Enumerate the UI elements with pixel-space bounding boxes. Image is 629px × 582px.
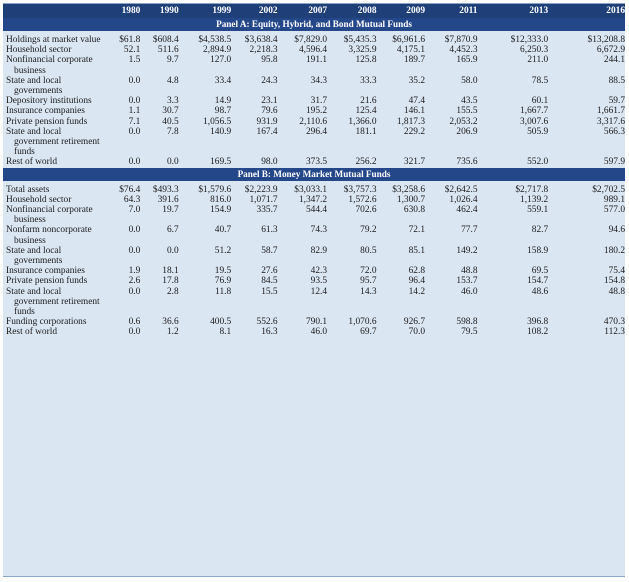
value-cell: 1,366.0 [348, 116, 377, 127]
value-cell: $12,333.0 [510, 35, 549, 45]
row-label: Nonfinancial corporate business [6, 55, 93, 76]
value-cell: 23.1 [261, 96, 278, 107]
value-cell: 4,452.3 [449, 45, 478, 56]
value-cell: 33.4 [214, 75, 232, 86]
value-cell: $2,717.8 [515, 184, 549, 195]
value-cell: 48.6 [531, 286, 549, 297]
value-cell: 96.4 [408, 276, 425, 287]
value-cell: 85.1 [408, 245, 425, 256]
table-row [3, 117, 625, 127]
value-cell: 78.5 [531, 75, 549, 86]
value-cell: 84.5 [261, 276, 278, 287]
value-cell: 75.4 [608, 266, 625, 277]
value-cell: 0.6 [128, 317, 141, 328]
value-cell: 6,250.3 [520, 45, 549, 56]
value-cell: $2,702.5 [592, 184, 625, 195]
value-cell: $608.4 [152, 35, 179, 45]
year-header-cell: 1990 [140, 4, 178, 18]
value-cell: 544.4 [305, 205, 328, 216]
value-cell: 2.8 [166, 286, 179, 297]
value-cell: 3,317.6 [596, 116, 625, 127]
value-cell: 6.7 [166, 225, 179, 236]
value-cell: 4,596.4 [298, 45, 328, 56]
year-header-cell: 2008 [327, 4, 376, 18]
value-cell: 0.0 [128, 96, 141, 107]
value-cell: $1,579.6 [198, 184, 232, 195]
row-label: Insurance companies [6, 266, 85, 277]
value-cell: 206.9 [456, 126, 478, 137]
panel-title: Panel A: Equity, Hybrid, and Bond Mutual Funds [3, 18, 625, 31]
value-cell: 15.5 [261, 286, 278, 297]
value-cell: 30.7 [162, 106, 179, 117]
table-row [3, 317, 625, 327]
value-cell: 48.8 [608, 286, 625, 297]
table-row [3, 195, 625, 205]
value-cell: $2,642.5 [444, 184, 478, 195]
value-cell: 69.7 [360, 327, 377, 338]
value-cell: 82.9 [310, 245, 328, 256]
value-cell: 94.6 [608, 225, 625, 236]
value-cell: 229.2 [403, 126, 425, 137]
table-body [3, 4, 625, 338]
value-cell: 17.8 [162, 276, 179, 287]
row-label: State and local government retirement funds [6, 286, 100, 318]
value-cell: 816.0 [210, 194, 232, 205]
row-label: State and local governments [6, 245, 63, 267]
value-cell: 27.6 [261, 266, 278, 277]
value-cell: 31.7 [310, 96, 328, 107]
year-header-cell: 2002 [231, 4, 277, 18]
value-cell: 3,007.6 [520, 116, 549, 127]
row-label: Depository institutions [6, 96, 92, 107]
value-cell: $6,961.6 [392, 35, 425, 45]
value-cell: $4,538.5 [198, 35, 232, 45]
value-cell: 43.5 [461, 96, 478, 107]
row-label-cell [3, 96, 104, 106]
value-cell: 462.4 [456, 205, 478, 216]
value-cell: 88.5 [608, 75, 625, 86]
value-cell: $3,757.3 [343, 184, 377, 195]
row-label-cell [3, 225, 104, 245]
row-label: State and local government retirement funds [6, 126, 100, 158]
value-cell: 926.7 [403, 317, 425, 328]
row-label: Private pension funds [6, 276, 88, 287]
holdings-table [3, 4, 625, 338]
table-row [3, 287, 625, 318]
row-label-cell [3, 276, 104, 286]
value-cell: 1,347.2 [298, 194, 328, 205]
value-cell: 58.0 [461, 75, 478, 86]
row-label-cell [3, 127, 104, 158]
row-label-cell [3, 327, 104, 337]
value-cell: 79.2 [360, 225, 377, 236]
year-header-cell [3, 4, 104, 18]
row-label: Household sector [6, 45, 72, 56]
table-row [3, 327, 625, 337]
value-cell: 19.7 [162, 205, 179, 216]
value-cell: 1,667.7 [520, 106, 549, 117]
value-cell: 14.2 [408, 286, 425, 297]
value-cell: 167.4 [256, 126, 278, 137]
year-header-row [3, 4, 625, 18]
value-cell: 321.7 [403, 157, 425, 168]
value-cell: 1,139.2 [520, 194, 549, 205]
value-cell: 0.0 [128, 225, 141, 236]
value-cell: 34.3 [310, 75, 328, 86]
year-header-cell: 2011 [425, 4, 478, 18]
value-cell: 16.3 [261, 327, 278, 338]
value-cell: 0.0 [128, 75, 141, 86]
value-cell: 373.5 [305, 157, 328, 168]
value-cell: 64.3 [123, 194, 141, 205]
value-cell: 2,053.2 [449, 116, 478, 127]
row-label-cell [3, 266, 104, 276]
value-cell: $13,208.8 [587, 35, 625, 45]
value-cell: 169.5 [210, 157, 232, 168]
value-cell: 72.1 [408, 225, 425, 236]
value-cell: $3,033.1 [294, 184, 328, 195]
value-cell: 149.2 [456, 245, 478, 256]
value-cell: 35.2 [408, 75, 425, 86]
value-cell: 1.2 [166, 327, 179, 338]
row-label-cell [3, 205, 104, 225]
value-cell: $7,829.0 [294, 35, 328, 45]
value-cell: $2,223.9 [244, 184, 278, 195]
value-cell: 256.2 [355, 157, 377, 168]
value-cell: 989.1 [603, 194, 625, 205]
value-cell: 40.5 [162, 116, 179, 127]
value-cell: 21.6 [360, 96, 377, 107]
value-cell: 391.6 [157, 194, 179, 205]
year-header-cell: 1980 [104, 4, 140, 18]
holdings-table-figure [3, 3, 625, 577]
value-cell: 7.8 [166, 126, 179, 137]
value-cell: 70.0 [408, 327, 425, 338]
row-label: Insurance companies [6, 106, 85, 117]
value-cell: 335.7 [256, 205, 278, 216]
value-cell: 36.6 [162, 317, 179, 328]
row-label-cell [3, 35, 104, 45]
value-cell: 4.8 [166, 75, 179, 86]
value-cell: 42.3 [310, 266, 328, 277]
value-cell: 244.1 [603, 55, 625, 66]
value-cell: 211.0 [527, 55, 549, 66]
table-row [3, 276, 625, 286]
value-cell: $76.4 [119, 184, 141, 195]
value-cell: 46.0 [310, 327, 328, 338]
value-cell: 47.4 [408, 96, 425, 107]
value-cell: 2,110.6 [299, 116, 328, 127]
value-cell: 125.4 [355, 106, 377, 117]
value-cell: 8.1 [219, 327, 232, 338]
value-cell: 95.7 [360, 276, 377, 287]
value-cell: 180.2 [603, 245, 625, 256]
table-row [3, 225, 625, 245]
value-cell: 0.0 [166, 157, 179, 168]
value-cell: 1,026.4 [449, 194, 478, 205]
value-cell: $61.8 [119, 35, 141, 45]
value-cell: 1,071.7 [249, 194, 278, 205]
value-cell: 158.9 [527, 245, 549, 256]
value-cell: 127.0 [210, 55, 232, 66]
year-header-cell: 1999 [179, 4, 232, 18]
value-cell: 14.3 [360, 286, 377, 297]
table-row [3, 157, 625, 167]
value-cell: $3,258.6 [392, 184, 425, 195]
table-row [3, 55, 625, 75]
value-cell: 140.9 [210, 126, 232, 137]
value-cell: 33.3 [360, 75, 377, 86]
row-label: Household sector [6, 194, 72, 205]
year-header-cell: 2009 [377, 4, 425, 18]
value-cell: 59.7 [608, 96, 625, 107]
value-cell: 12.4 [310, 286, 328, 297]
value-cell: 72.0 [360, 266, 377, 277]
value-cell: 52.1 [123, 45, 141, 56]
row-label-cell [3, 117, 104, 127]
value-cell: $7,870.9 [444, 35, 478, 45]
value-cell: 181.1 [355, 126, 377, 137]
value-cell: 61.3 [261, 225, 278, 236]
value-cell: 4,175.1 [396, 45, 425, 56]
value-cell: 0.0 [166, 245, 179, 256]
panel-header-row [3, 168, 625, 181]
panel-header-row [3, 18, 625, 31]
value-cell: 191.1 [305, 55, 328, 66]
value-cell: 0.0 [128, 126, 141, 137]
table-row [3, 266, 625, 276]
value-cell: 702.6 [355, 205, 377, 216]
value-cell: 69.5 [531, 266, 549, 277]
value-cell: 1,572.6 [348, 194, 377, 205]
value-cell: 80.5 [360, 245, 377, 256]
value-cell: 40.7 [214, 225, 232, 236]
value-cell: 76.9 [214, 276, 232, 287]
value-cell: 82.7 [531, 225, 549, 236]
row-label: Funding corporations [6, 317, 87, 328]
value-cell: 74.3 [310, 225, 328, 236]
value-cell: 189.7 [403, 55, 425, 66]
value-cell: 1.9 [128, 266, 141, 277]
value-cell: 146.1 [403, 106, 425, 117]
value-cell: 58.7 [261, 245, 278, 256]
value-cell: 470.3 [603, 317, 625, 328]
value-cell: 0.0 [128, 327, 141, 338]
year-header-cell: 2013 [478, 4, 549, 18]
table-row [3, 76, 625, 96]
table-row [3, 205, 625, 225]
row-label-cell [3, 195, 104, 205]
table-row [3, 246, 625, 266]
value-cell: 559.1 [527, 205, 549, 216]
value-cell: 155.5 [456, 106, 478, 117]
row-label-cell [3, 287, 104, 318]
value-cell: 630.8 [403, 205, 425, 216]
value-cell: 598.8 [456, 317, 478, 328]
value-cell: 400.5 [210, 317, 232, 328]
value-cell: 0.0 [128, 245, 141, 256]
row-label: Holdings at market value [6, 35, 101, 45]
row-label-cell [3, 317, 104, 327]
value-cell: 3,325.9 [348, 45, 377, 56]
value-cell: 1.5 [128, 55, 141, 66]
table-row [3, 96, 625, 106]
value-cell: 108.2 [527, 327, 549, 338]
value-cell: 79.6 [261, 106, 278, 117]
value-cell: 48.8 [461, 266, 478, 277]
value-cell: 125.8 [355, 55, 377, 66]
row-label-cell [3, 45, 104, 55]
value-cell: 112.3 [604, 327, 625, 338]
value-cell: 7.1 [128, 116, 141, 127]
value-cell: 1,300.7 [396, 194, 425, 205]
value-cell: $5,435.3 [343, 35, 377, 45]
row-label-cell [3, 55, 104, 75]
value-cell: 577.0 [603, 205, 625, 216]
value-cell: 931.9 [256, 116, 278, 127]
year-header-cell: 2007 [278, 4, 327, 18]
value-cell: 505.9 [527, 126, 549, 137]
row-label: Private pension funds [6, 116, 88, 127]
value-cell: 93.5 [310, 276, 328, 287]
value-cell: 0.0 [128, 157, 141, 168]
value-cell: 62.8 [408, 266, 425, 277]
value-cell: 154.9 [210, 205, 232, 216]
row-label: Nonfinancial corporate business [6, 205, 93, 226]
value-cell: 9.7 [166, 55, 179, 66]
value-cell: 0.0 [128, 286, 141, 297]
value-cell: 2,218.3 [249, 45, 278, 56]
value-cell: 154.8 [603, 276, 625, 287]
value-cell: 735.6 [456, 157, 478, 168]
value-cell: 24.3 [261, 75, 278, 86]
table-row [3, 127, 625, 158]
row-label-cell [3, 185, 104, 195]
value-cell: 790.1 [305, 317, 328, 328]
table-row [3, 35, 625, 45]
table-row [3, 106, 625, 116]
value-cell: 1,056.5 [203, 116, 232, 127]
value-cell: 51.2 [214, 245, 232, 256]
value-cell: 566.3 [603, 126, 625, 137]
value-cell: 552.6 [256, 317, 278, 328]
value-cell: 1,070.6 [348, 317, 377, 328]
value-cell: 2,894.9 [203, 45, 232, 56]
value-cell: 14.9 [214, 96, 232, 107]
value-cell: 597.9 [603, 157, 625, 168]
row-label: Rest of world [6, 327, 58, 338]
value-cell: 6,672.9 [596, 45, 625, 56]
row-label-cell [3, 106, 104, 116]
value-cell: 1,661.7 [596, 106, 625, 117]
value-cell: 154.7 [527, 276, 549, 287]
row-label: Rest of world [6, 157, 58, 168]
year-header-cell: 2016 [548, 4, 625, 18]
value-cell: 296.4 [305, 126, 328, 137]
row-label-cell [3, 157, 104, 167]
row-label: Nonfarm noncorporate business [6, 225, 92, 246]
value-cell: 11.8 [215, 286, 232, 297]
panel-title: Panel B: Money Market Mutual Funds [3, 168, 625, 181]
value-cell: 165.9 [456, 55, 478, 66]
value-cell: 95.8 [261, 55, 278, 66]
row-label: State and local governments [6, 75, 63, 97]
table-row [3, 185, 625, 195]
value-cell: 98.7 [214, 106, 232, 117]
value-cell: 46.0 [461, 286, 478, 297]
row-label-cell [3, 76, 104, 96]
value-cell: 79.5 [461, 327, 478, 338]
value-cell: 511.6 [157, 45, 179, 56]
value-cell: $493.3 [152, 184, 179, 195]
row-label: Total assets [6, 184, 50, 195]
value-cell: 552.0 [527, 157, 549, 168]
value-cell: 1,817.3 [396, 116, 425, 127]
value-cell: 60.1 [531, 96, 549, 107]
value-cell: 396.8 [527, 317, 549, 328]
value-cell: 77.7 [461, 225, 478, 236]
value-cell: 18.1 [162, 266, 179, 277]
value-cell: 153.7 [456, 276, 478, 287]
row-label-cell [3, 246, 104, 266]
value-cell: 98.0 [261, 157, 278, 168]
value-cell: 1.1 [128, 106, 141, 117]
value-cell: $3,638.4 [244, 35, 278, 45]
value-cell: 19.5 [214, 266, 232, 277]
value-cell: 195.2 [305, 106, 328, 117]
value-cell: 2.6 [128, 276, 141, 287]
value-cell: 3.3 [166, 96, 179, 107]
table-row [3, 45, 625, 55]
value-cell: 7.0 [128, 205, 141, 216]
